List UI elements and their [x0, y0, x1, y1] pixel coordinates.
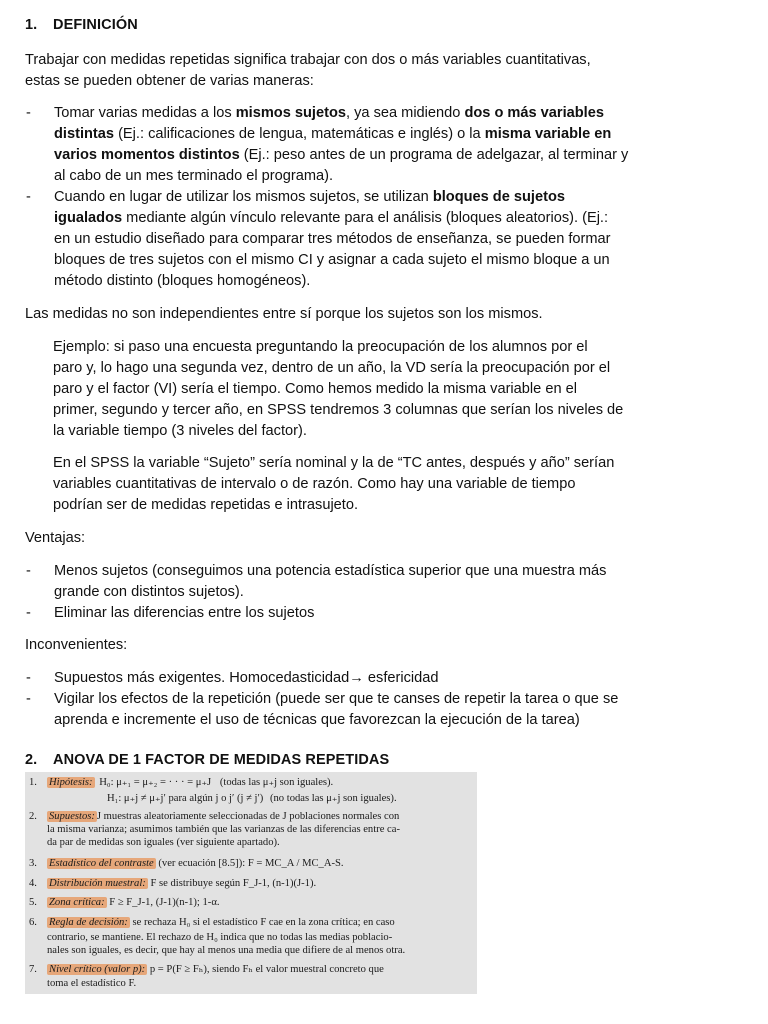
- ventaja-1-line-1: Menos sujetos (conseguimos una potencia estadística superior que una muestra más: [54, 563, 607, 579]
- item-number: 6.: [29, 917, 37, 928]
- item-number: 4.: [29, 878, 37, 889]
- bullet-1-line-3: [54, 145, 628, 166]
- text-run: F se distribuye según F_J-1, (n-1)(J-1).: [150, 878, 317, 889]
- text-run: F ≥ F_J-1, (J-1)(n-1); 1-α.: [109, 897, 220, 908]
- bold-run: bloques de sujetos: [432, 189, 565, 205]
- ventaja-1-line-2: grande con distintos sujetos).: [54, 584, 244, 600]
- highlighted-label: Estadístico del contraste: [49, 858, 154, 869]
- h0-note: (todas las μ₊j son iguales).: [219, 777, 334, 788]
- bullet-dash: -: [26, 691, 31, 707]
- section-title: ANOVA DE 1 FACTOR DE MEDIDAS REPETIDAS: [53, 752, 390, 768]
- item-text: [47, 964, 475, 976]
- bullet-dash: -: [26, 563, 31, 579]
- intro-line-1: Trabajar con medidas repetidas significa trabajar con dos o más variables cuantitativas,: [25, 52, 591, 68]
- bullet-dash: -: [26, 605, 31, 621]
- text-run: (Ej.: calificaciones de lengua, matemáticas e inglés) o la: [114, 126, 485, 142]
- item-text: toma el estadístico F.: [47, 978, 137, 989]
- item-number: 5.: [29, 897, 37, 908]
- bullet-2-line-2: [54, 208, 608, 229]
- not-independent-paragraph: Las medidas no son independientes entre sí porque los sujetos son los mismos.: [25, 306, 543, 322]
- text-run: , ya sea midiendo: [346, 105, 465, 121]
- scanned-textbook-excerpt: [25, 772, 477, 994]
- example-2-line-2: variables cuantitativas de intervalo o de razón. Como hay una variable de tiempo: [53, 476, 576, 492]
- bullet-2-line-3: en un estudio diseñado para comparar tres métodos de enseñanza, se pueden formar: [54, 231, 611, 247]
- inconvenientes-label: Inconvenientes:: [25, 637, 128, 653]
- h1-note: (no todas las μ₊j son iguales).: [269, 793, 397, 804]
- item-text: [47, 878, 475, 890]
- highlighted-label: Regla de decisión:: [49, 917, 128, 928]
- bullet-2-line-4: bloques de tres sujetos con el mismo CI y asignar a cada sujeto el mismo bloque a un: [54, 252, 610, 268]
- example-1-line-1: Ejemplo: si paso una encuesta preguntando la preocupación de los alumnos por el: [53, 339, 588, 355]
- item-text: nales son iguales, es decir, que hay al menos una media que difiere de al menos otra.: [47, 945, 406, 956]
- item-number: 3.: [29, 858, 37, 869]
- highlighted-label: Supuestos:: [49, 811, 95, 822]
- example-2-line-3: podrían ser de medidas repetidas e intrasujeto.: [53, 497, 359, 513]
- bold-run: mismos sujetos: [235, 105, 346, 121]
- highlighted-label: Zona crítica:: [49, 897, 105, 908]
- item-text: [47, 811, 475, 823]
- item-number: 7.: [29, 964, 37, 975]
- highlighted-label: Nivel crítico (valor p):: [49, 964, 146, 975]
- bullet-1-line-4: al cabo de un mes terminado el programa).: [54, 168, 334, 184]
- text-run: p = P(F ≥ Fₕ), siendo Fₕ el valor muestral concreto que: [149, 964, 384, 975]
- bold-run: misma variable en: [484, 126, 612, 142]
- bullet-1-line-1: [54, 103, 604, 124]
- bullet-dash: -: [26, 105, 31, 121]
- item-text: [47, 858, 475, 870]
- ventaja-2: Eliminar las diferencias entre los sujetos: [54, 605, 315, 621]
- text-run: mediante algún vínculo relevante para el análisis (bloques aleatorios). (Ej.:: [122, 210, 609, 226]
- inconveniente-2-line-2: aprenda e incremente el uso de técnicas que favorezcan la ejecución de la tarea): [54, 712, 580, 728]
- text-run: Tomar varias medidas a los: [54, 105, 236, 121]
- text-run: (ver ecuación [8.5]): F = MC_A / MC_A-S.: [158, 858, 344, 869]
- section-1-heading: [25, 17, 138, 33]
- inconveniente-1: Supuestos más exigentes. Homocedasticidad→ esfericidad: [54, 670, 439, 686]
- bold-run: varios momentos distintos: [54, 147, 240, 163]
- bullet-2-line-5: método distinto (bloques homogéneos).: [54, 273, 311, 289]
- section-number: 2.: [25, 752, 38, 768]
- inconveniente-2-line-1: Vigilar los efectos de la repetición (puede ser que te canses de repetir la tarea o que se: [54, 691, 619, 707]
- example-1-line-3: paro y el factor (VI) sería el tiempo. Como hemos medido la misma variable en el: [53, 381, 577, 397]
- text-run: Cuando en lugar de utilizar los mismos sujetos, se utilizan: [54, 189, 433, 205]
- bullet-1-line-2: [54, 124, 611, 145]
- example-2-line-1: En el SPSS la variable “Sujeto” sería nominal y la de “TC antes, después y año” serían: [53, 455, 615, 471]
- example-1-line-4: primer, segundo y tercer año, en SPSS tendremos 3 columnas que serían los niveles de: [53, 402, 624, 418]
- item-text: da par de medidas son iguales (ver siguiente apartado).: [47, 837, 280, 848]
- h1-formula: H₁: μ₊j ≠ μ₊j′ para algún j o j′ (j ≠ j′): [107, 793, 264, 804]
- ventajas-label: Ventajas:: [25, 530, 86, 546]
- bold-run: distintas: [54, 126, 115, 142]
- item-text: [107, 793, 475, 805]
- intro-line-2: estas se pueden obtener de varias maneras:: [25, 73, 314, 89]
- section-title: DEFINICIÓN: [53, 17, 138, 33]
- highlighted-label: Hipótesis:: [49, 777, 93, 788]
- h0-formula: H₀: μ₊₁ = μ₊₂ = · · · = μ₊J: [99, 777, 212, 788]
- text-run: J muestras aleatoriamente seleccionadas de J poblaciones normales con: [96, 811, 400, 822]
- bullet-2-line-1: [54, 187, 565, 208]
- text-run: (Ej.: peso antes de un programa de adelgazar, al terminar y: [239, 147, 629, 163]
- item-number: 2.: [29, 811, 37, 822]
- example-1-line-2: paro y, lo hago una segunda vez, dentro de un año, la VD sería la preocupación por el: [53, 360, 611, 376]
- item-number: 1.: [29, 777, 37, 788]
- bullet-dash: -: [26, 189, 31, 205]
- bold-run: igualados: [54, 210, 123, 226]
- item-text: contrario, se mantiene. El rechazo de H₀ indica que no todas las medias poblacio-: [47, 932, 393, 943]
- bold-run: dos o más variables: [464, 105, 604, 121]
- example-1-line-5: la variable tiempo (3 niveles del factor).: [53, 423, 307, 439]
- item-text: [47, 917, 475, 929]
- highlighted-label: Distribución muestral:: [49, 878, 146, 889]
- section-number: 1.: [25, 17, 38, 33]
- item-text: [47, 897, 475, 909]
- bullet-dash: -: [26, 670, 31, 686]
- item-text: la misma varianza; asumimos también que las varianzas de las diferencias entre ca-: [47, 824, 400, 835]
- text-run: se rechaza H₀ si el estadístico F cae en la zona crítica; en caso: [132, 917, 395, 928]
- section-2-heading: [25, 752, 389, 768]
- item-text: [47, 777, 475, 789]
